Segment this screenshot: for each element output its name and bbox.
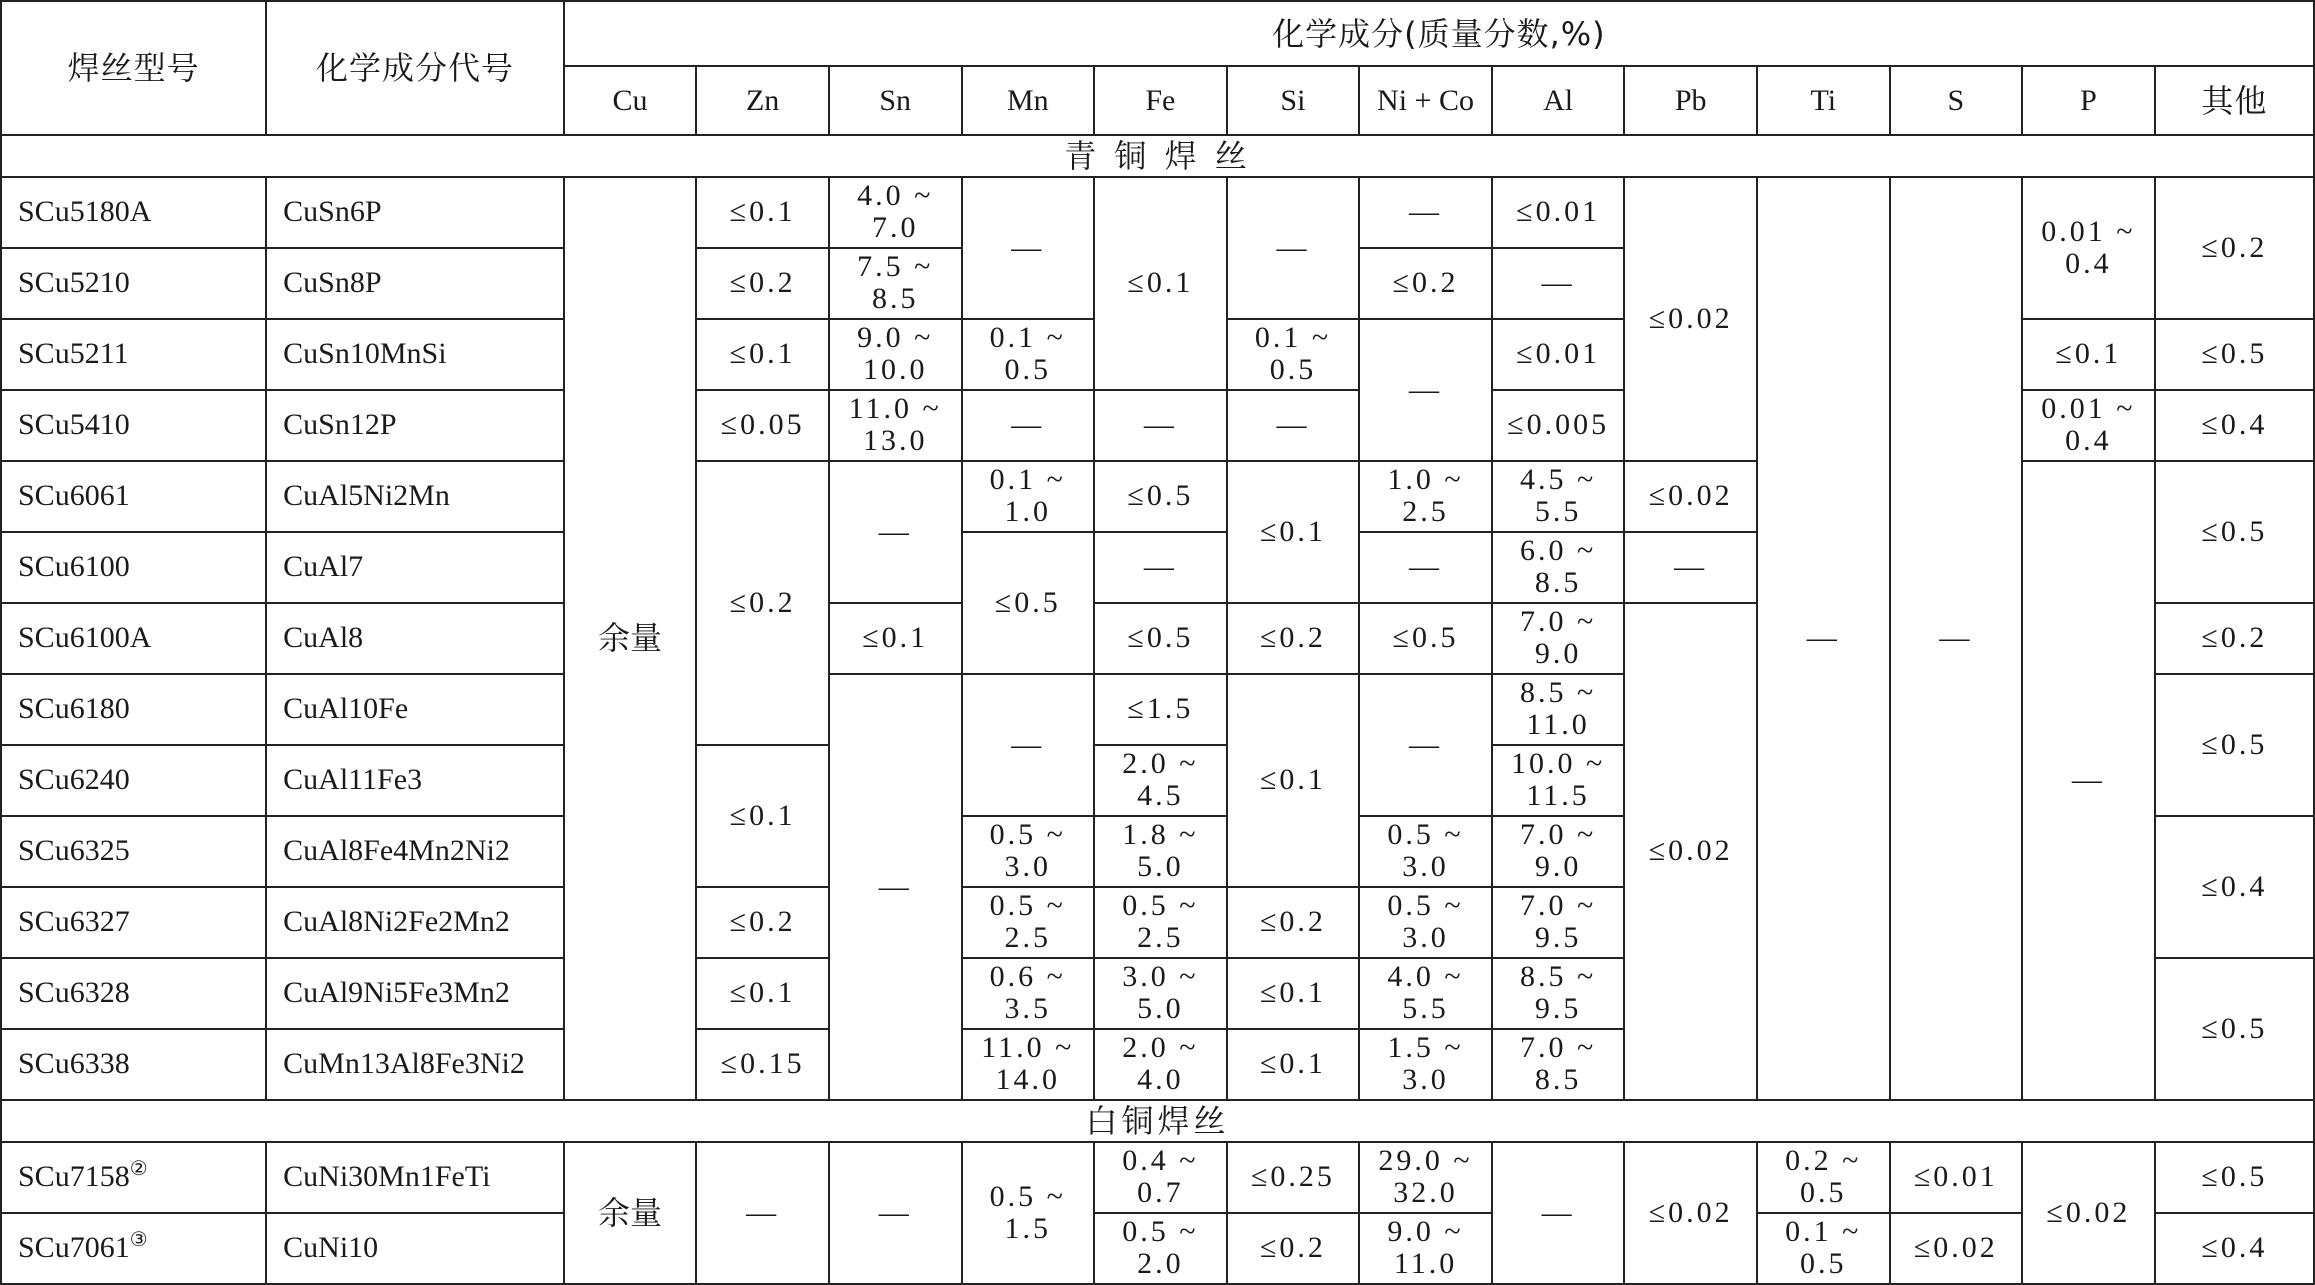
value-si: —: [1227, 390, 1360, 461]
value-fe: 0.5 ~ 2.5: [1094, 887, 1227, 958]
value-nico: —: [1359, 532, 1492, 603]
wire-grade: [1, 816, 266, 887]
value-mn: 0.5 ~ 1.5: [962, 1142, 1095, 1284]
table-row: [1, 1213, 2314, 1284]
value-other: ≤0.5: [2155, 958, 2314, 1100]
value-sn: —: [829, 461, 962, 603]
value-other: ≤0.4: [2155, 390, 2314, 461]
composition-code: CuSn10MnSi: [266, 319, 564, 390]
value-mn: 11.0 ~ 14.0: [962, 1029, 1095, 1100]
composition-code: CuAl9Ni5Fe3Mn2: [266, 958, 564, 1029]
composition-code: CuAl5Ni2Mn: [266, 461, 564, 532]
composition-code: CuAl8: [266, 603, 564, 674]
composition-code: CuMn13Al8Fe3Ni2: [266, 1029, 564, 1100]
value-mn: 0.1 ~ 0.5: [962, 319, 1095, 390]
value-si: ≤0.1: [1227, 674, 1360, 887]
value-nico: 1.0 ~ 2.5: [1359, 461, 1492, 532]
value-p: 0.01 ~ 0.4: [2022, 390, 2155, 461]
wire-grade-text: SCu7158: [18, 1160, 130, 1194]
value-s: ≤0.02: [1890, 1213, 2023, 1284]
value-fe: ≤0.1: [1094, 177, 1227, 390]
value-ti: 0.1 ~ 0.5: [1757, 1213, 1890, 1284]
value-nico: 4.0 ~ 5.5: [1359, 958, 1492, 1029]
value-nico: 1.5 ~ 3.0: [1359, 1029, 1492, 1100]
wire-grade-text: SCu5410: [18, 408, 130, 442]
table-row: [1, 1142, 2314, 1213]
header-element: Si: [1227, 66, 1360, 134]
wire-grade-text: SCu6100A: [18, 621, 152, 655]
wire-grade: [1, 603, 266, 674]
value-mn: 0.6 ~ 3.5: [962, 958, 1095, 1029]
header-element: Ni + Co: [1359, 66, 1492, 134]
value-al: ≤0.01: [1492, 177, 1625, 248]
value-nico: 9.0 ~ 11.0: [1359, 1213, 1492, 1284]
value-other: ≤0.4: [2155, 816, 2314, 958]
value-mn: 0.1 ~ 1.0: [962, 461, 1095, 532]
value-zn: ≤0.2: [696, 248, 829, 319]
value-zn: ≤0.1: [696, 319, 829, 390]
value-zn: ≤0.1: [696, 958, 829, 1029]
wire-grade-text: SCu6061: [18, 479, 130, 513]
value-zn: ≤0.1: [696, 177, 829, 248]
value-fe: 2.0 ~ 4.0: [1094, 1029, 1227, 1100]
value-p: —: [2022, 461, 2155, 1100]
value-fe: ≤0.5: [1094, 461, 1227, 532]
header-composition-group: 化学成分(质量分数,%): [564, 1, 2314, 66]
value-other: ≤0.4: [2155, 1213, 2314, 1284]
value-mn: —: [962, 177, 1095, 319]
header-element: Sn: [829, 66, 962, 134]
wire-grade: [1, 1029, 266, 1100]
value-pb: —: [1624, 532, 1757, 603]
value-zn: ≤0.2: [696, 461, 829, 745]
composition-code: CuSn12P: [266, 390, 564, 461]
wire-grade-text: SCu5180A: [18, 195, 152, 229]
wire-grade: [1, 177, 266, 248]
value-al: 8.5 ~ 9.5: [1492, 958, 1625, 1029]
wire-grade: [1, 745, 266, 816]
wire-grade-text: SCu6240: [18, 763, 130, 797]
wire-grade: [1, 390, 266, 461]
wire-grade: [1, 461, 266, 532]
wire-grade-text: SCu6327: [18, 905, 130, 939]
value-other: ≤0.5: [2155, 319, 2314, 390]
value-mn: 0.5 ~ 2.5: [962, 887, 1095, 958]
value-nico: —: [1359, 674, 1492, 816]
value-other: ≤0.5: [2155, 1142, 2314, 1213]
section-cupronickel-wire: 白铜焊丝: [1, 1100, 2314, 1142]
value-p: ≤0.02: [2022, 1142, 2155, 1284]
footnote-mark: ②: [129, 1158, 148, 1181]
wire-grade-text: SCu6180: [18, 692, 130, 726]
wire-grade: [1, 532, 266, 603]
value-fe: ≤1.5: [1094, 674, 1227, 745]
value-sn: 11.0 ~ 13.0: [829, 390, 962, 461]
value-other: ≤0.5: [2155, 461, 2314, 603]
header-element: S: [1890, 66, 2023, 134]
value-al: 7.0 ~ 9.0: [1492, 816, 1625, 887]
value-sn: ≤0.1: [829, 603, 962, 674]
wire-grade: [1, 887, 266, 958]
table-row: [1, 177, 2314, 248]
value-fe: 0.4 ~ 0.7: [1094, 1142, 1227, 1213]
value-zn: ≤0.05: [696, 390, 829, 461]
value-al: 8.5 ~ 11.0: [1492, 674, 1625, 745]
value-fe: —: [1094, 532, 1227, 603]
value-zn: ≤0.1: [696, 745, 829, 887]
header-element: Fe: [1094, 66, 1227, 134]
value-si: ≤0.2: [1227, 603, 1360, 674]
value-sn: 4.0 ~ 7.0: [829, 177, 962, 248]
value-pb: ≤0.02: [1624, 177, 1757, 461]
wire-grade-text: SCu6328: [18, 976, 130, 1010]
composition-code: CuSn8P: [266, 248, 564, 319]
value-other: ≤0.5: [2155, 674, 2314, 816]
value-cu: 余量: [564, 1142, 697, 1284]
value-al: —: [1492, 248, 1625, 319]
value-fe: 3.0 ~ 5.0: [1094, 958, 1227, 1029]
header-element: Al: [1492, 66, 1625, 134]
value-other: ≤0.2: [2155, 177, 2314, 319]
value-pb: ≤0.02: [1624, 1142, 1757, 1284]
composition-code: CuAl8Ni2Fe2Mn2: [266, 887, 564, 958]
value-zn: —: [696, 1142, 829, 1284]
footnote-mark: ③: [129, 1229, 148, 1252]
value-si: ≤0.1: [1227, 461, 1360, 603]
value-sn: 9.0 ~ 10.0: [829, 319, 962, 390]
composition-code: CuAl10Fe: [266, 674, 564, 745]
header-code: 化学成分代号: [266, 1, 564, 135]
value-nico: ≤0.2: [1359, 248, 1492, 319]
value-mn: —: [962, 390, 1095, 461]
value-ti: —: [1757, 177, 1890, 1100]
wire-grade: [1, 674, 266, 745]
value-fe: —: [1094, 390, 1227, 461]
value-mn: 0.5 ~ 3.0: [962, 816, 1095, 887]
value-p: ≤0.1: [2022, 319, 2155, 390]
value-fe: 0.5 ~ 2.0: [1094, 1213, 1227, 1284]
value-sn: —: [829, 674, 962, 1100]
wire-grade: [1, 319, 266, 390]
wire-grade-text: SCu5211: [18, 337, 129, 371]
value-al: ≤0.01: [1492, 319, 1625, 390]
value-nico: 0.5 ~ 3.0: [1359, 816, 1492, 887]
wire-grade-text: SCu5210: [18, 266, 130, 300]
wire-grade-text: SCu6338: [18, 1047, 130, 1081]
section-bronze-wire: 青 铜 焊 丝: [1, 135, 2314, 177]
wire-grade-text: SCu7061: [18, 1231, 130, 1265]
value-al: 10.0 ~ 11.5: [1492, 745, 1625, 816]
wire-grade: [1, 248, 266, 319]
value-nico: 29.0 ~ 32.0: [1359, 1142, 1492, 1213]
value-al: 7.0 ~ 9.5: [1492, 887, 1625, 958]
value-si: ≤0.2: [1227, 1213, 1360, 1284]
composition-code: CuSn6P: [266, 177, 564, 248]
value-sn: 7.5 ~ 8.5: [829, 248, 962, 319]
header-element: Ti: [1757, 66, 1890, 134]
value-fe: ≤0.5: [1094, 603, 1227, 674]
value-nico: —: [1359, 319, 1492, 461]
value-si: ≤0.25: [1227, 1142, 1360, 1213]
composition-code: CuNi30Mn1FeTi: [266, 1142, 564, 1213]
value-zn: ≤0.2: [696, 887, 829, 958]
value-sn: —: [829, 1142, 962, 1284]
value-nico: ≤0.5: [1359, 603, 1492, 674]
value-fe: 2.0 ~ 4.5: [1094, 745, 1227, 816]
value-al: 7.0 ~ 9.0: [1492, 603, 1625, 674]
value-cu: 余量: [564, 177, 697, 1100]
composition-code: CuAl7: [266, 532, 564, 603]
header-element: Mn: [962, 66, 1095, 134]
value-pb: ≤0.02: [1624, 461, 1757, 532]
value-nico: 0.5 ~ 3.0: [1359, 887, 1492, 958]
value-al: —: [1492, 1142, 1625, 1284]
value-zn: ≤0.15: [696, 1029, 829, 1100]
header-element: Zn: [696, 66, 829, 134]
value-s: —: [1890, 177, 2023, 1100]
header-element: P: [2022, 66, 2155, 134]
value-mn: ≤0.5: [962, 532, 1095, 674]
wire-grade-text: SCu6100: [18, 550, 130, 584]
wire-grade: [1, 958, 266, 1029]
header-element: 其他: [2155, 66, 2314, 134]
value-ti: 0.2 ~ 0.5: [1757, 1142, 1890, 1213]
value-s: ≤0.01: [1890, 1142, 2023, 1213]
value-si: 0.1 ~ 0.5: [1227, 319, 1360, 390]
value-si: ≤0.1: [1227, 958, 1360, 1029]
value-fe: 1.8 ~ 5.0: [1094, 816, 1227, 887]
value-al: 4.5 ~ 5.5: [1492, 461, 1625, 532]
wire-grade: [1, 1213, 266, 1284]
value-nico: —: [1359, 177, 1492, 248]
value-al: 7.0 ~ 8.5: [1492, 1029, 1625, 1100]
header-element: Cu: [564, 66, 697, 134]
value-si: ≤0.2: [1227, 887, 1360, 958]
value-p: 0.01 ~ 0.4: [2022, 177, 2155, 319]
header-grade: 焊丝型号: [1, 1, 266, 135]
value-si: —: [1227, 177, 1360, 319]
value-al: ≤0.005: [1492, 390, 1625, 461]
header-element: Pb: [1624, 66, 1757, 134]
value-pb: ≤0.02: [1624, 603, 1757, 1100]
value-al: 6.0 ~ 8.5: [1492, 532, 1625, 603]
value-other: ≤0.2: [2155, 603, 2314, 674]
wire-grade: [1, 1142, 266, 1213]
composition-code: CuAl11Fe3: [266, 745, 564, 816]
value-si: ≤0.1: [1227, 1029, 1360, 1100]
composition-code: CuAl8Fe4Mn2Ni2: [266, 816, 564, 887]
wire-grade-text: SCu6325: [18, 834, 130, 868]
composition-code: CuNi10: [266, 1213, 564, 1284]
value-mn: —: [962, 674, 1095, 816]
